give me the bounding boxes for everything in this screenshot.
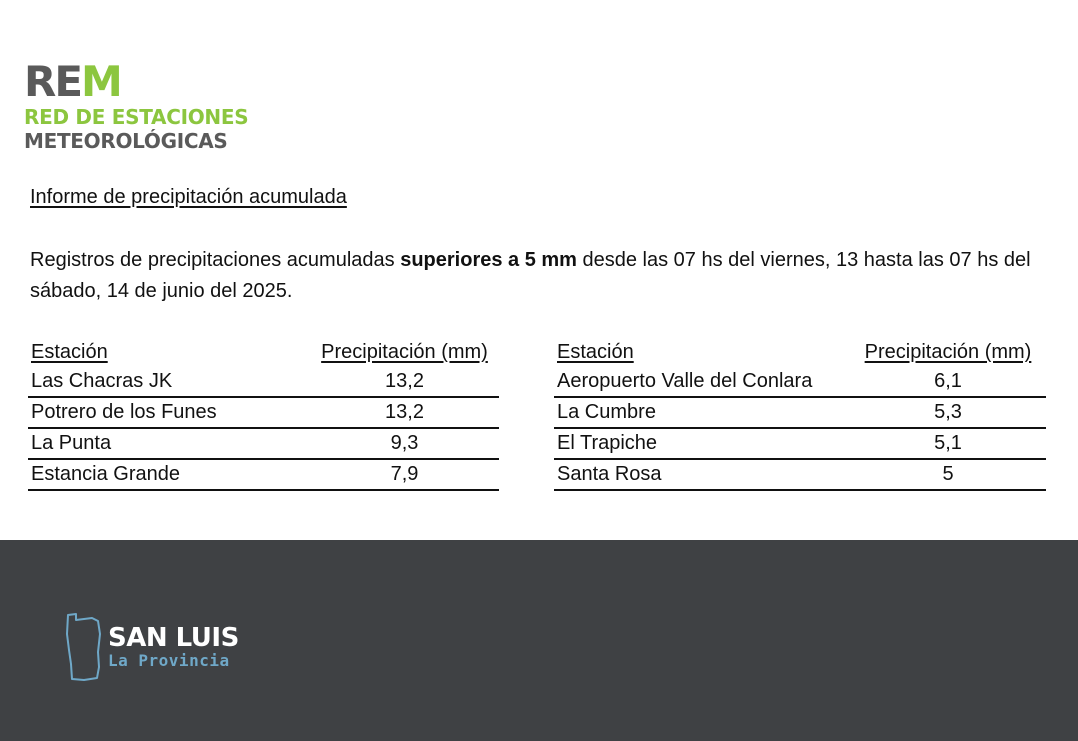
precipitation-value: 5,3	[934, 401, 962, 423]
precipitation-value: 5	[942, 463, 954, 485]
province-map-icon	[64, 612, 104, 682]
station-name: La Cumbre	[557, 401, 656, 423]
table-header	[28, 336, 499, 367]
san-luis-logo	[64, 612, 239, 682]
stations-table-right	[554, 336, 1046, 491]
table-row	[554, 429, 1046, 460]
san-luis-subtitle: La Provincia	[108, 651, 230, 670]
rem-logo-re: RE	[24, 57, 82, 106]
header-precipitation: Precipitación (mm)	[321, 341, 488, 363]
report-intro	[30, 245, 1060, 307]
table-row	[28, 429, 499, 460]
precipitation-value: 7,9	[390, 463, 419, 485]
table-row	[554, 367, 1046, 398]
precipitation-value: 5,1	[934, 432, 962, 454]
table-row	[554, 398, 1046, 429]
station-name: Aeropuerto Valle del Conlara	[557, 370, 813, 392]
header-precipitation: Precipitación (mm)	[864, 341, 1032, 363]
intro-text-bold: superiores a 5 mm	[400, 249, 577, 271]
san-luis-text	[108, 624, 239, 670]
rem-logo-m: M	[81, 57, 121, 106]
footer	[0, 540, 1078, 741]
table-row	[28, 398, 499, 429]
station-name: Las Chacras JK	[31, 370, 173, 392]
station-name: Santa Rosa	[557, 463, 662, 485]
table-row	[28, 460, 499, 491]
precipitation-value: 13,2	[385, 401, 424, 423]
rem-logo-line1: RED DE ESTACIONES	[24, 105, 249, 129]
station-name: Estancia Grande	[31, 463, 180, 485]
stations-table-left	[28, 336, 499, 491]
station-name: El Trapiche	[557, 432, 658, 454]
precipitation-value: 6,1	[934, 370, 962, 392]
table-row	[554, 460, 1046, 491]
report-title: Informe de precipitación acumulada	[30, 186, 347, 208]
san-luis-name: SAN LUIS	[108, 623, 239, 653]
header-station: Estación	[557, 341, 634, 363]
header-station: Estación	[31, 341, 108, 363]
station-name: La Punta	[31, 432, 112, 454]
rem-logo	[24, 57, 249, 153]
precipitation-value: 9,3	[390, 432, 419, 454]
rem-logo-wordmark	[24, 57, 248, 106]
intro-text-end: desde las 07 hs del viernes, 13 hasta las 07 hs del sábado, 14 de junio del 2025.	[30, 249, 1031, 302]
station-name: Potrero de los Funes	[31, 401, 217, 423]
intro-text-start: Registros de precipitaciones acumuladas	[30, 249, 401, 271]
rem-logo-line2: METEOROLÓGICAS	[24, 129, 228, 153]
table-header	[554, 336, 1046, 367]
table-row	[28, 367, 499, 398]
precipitation-value: 13,2	[385, 370, 424, 392]
